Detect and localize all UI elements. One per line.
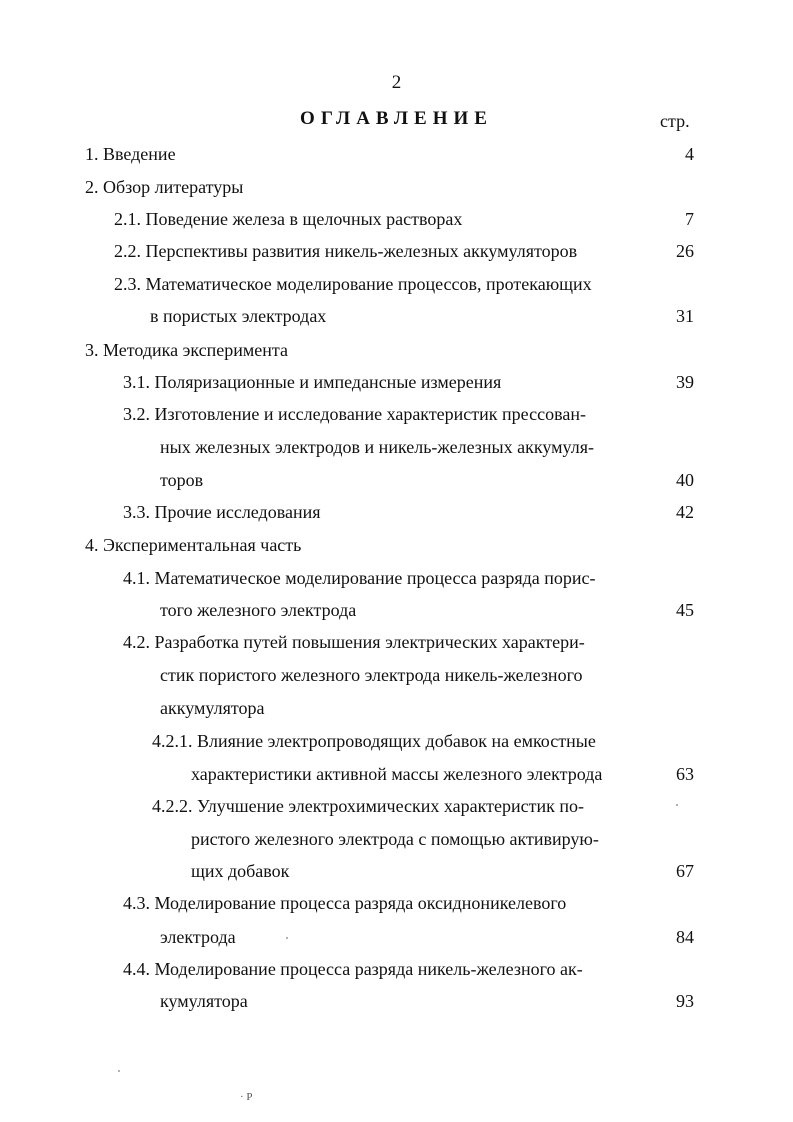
toc-entry-2-3: 2.3. Математическое моделирование процессов, протекающих [114,274,592,294]
toc-entry-4-2-2-cont2: щих добавок [191,861,290,881]
toc-entry-1: 1. Введение [85,144,176,164]
toc-page-2-2: 26 [676,241,694,261]
toc-page-4-1: 45 [676,600,694,620]
toc-entry-2-1: 2.1. Поведение железа в щелочных растворах [114,209,463,229]
scan-speck [118,1070,120,1072]
toc-page-3-2: 40 [676,470,694,490]
toc-entry-2-2: 2.2. Перспективы развития никель-железных аккумуляторов [114,241,578,261]
toc-entry-4-2-2-cont1: ристого железного электрода с помощью активирую- [191,829,599,849]
toc-page-2-1: 7 [685,209,694,229]
page-column-header: стр. [660,111,690,131]
toc-entry-4-2-cont2: аккумулятора [160,698,265,718]
toc-entry-3-3: 3.3. Прочие исследования [123,502,321,522]
toc-entry-3-1: 3.1. Поляризационные и импедансные измерения [123,372,502,392]
toc-page-3-3: 42 [676,502,694,522]
toc-entry-2-3-cont: в пористых электродах [150,306,327,326]
toc-page-4-2-2: 67 [676,861,694,881]
toc-page-3-1: 39 [676,372,694,392]
toc-entry-4-2-1-cont: характеристики активной массы железного электрода [191,764,603,784]
toc-page-4-3: 84 [676,927,694,947]
toc-entry-4-2: 4.2. Разработка путей повышения электрических характери- [123,632,585,652]
page-number: 2 [391,72,402,93]
toc-entry-4-2-cont1: стик пористого железного электрода никель-железного [160,665,583,685]
toc-entry-2: 2. Обзор литературы [85,177,244,197]
toc-entry-4-3: 4.3. Моделирование процесса разряда оксидноникелевого [123,893,567,913]
toc-page-4-2-1: 63 [676,764,694,784]
toc-entry-4-3-cont: электрода [160,927,236,947]
footer-mark: · Р [240,1091,253,1103]
scan-speck [286,937,288,939]
toc-entry-4-4: 4.4. Моделирование процесса разряда никель-железного ак- [123,959,583,979]
toc-entry-4-1-cont: того железного электрода [160,600,357,620]
toc-entry-4-1: 4.1. Математическое моделирование процесса разряда порис- [123,568,596,588]
toc-page-2-3: 31 [676,306,694,326]
toc-entry-3-2-cont2: торов [160,470,204,490]
toc-entry-4-2-2: 4.2.2. Улучшение электрохимических характеристик по- [152,796,584,816]
toc-entry-4: 4. Экспериментальная часть [85,535,302,555]
toc-entry-3-2-cont1: ных железных электродов и никель-железных аккумуля- [160,437,594,457]
toc-page-1: 4 [685,144,694,164]
toc-entry-4-4-cont: кумулятора [160,991,248,1011]
toc-page-4-4: 93 [676,991,694,1011]
scan-speck [676,804,678,806]
toc-title: ОГЛАВЛЕНИЕ [300,108,493,129]
toc-entry-4-2-1: 4.2.1. Влияние электропроводящих добавок на емкостные [152,731,596,751]
toc-entry-3-2: 3.2. Изготовление и исследование характеристик прессован- [123,404,586,424]
toc-entry-3: 3. Методика эксперимента [85,340,288,360]
